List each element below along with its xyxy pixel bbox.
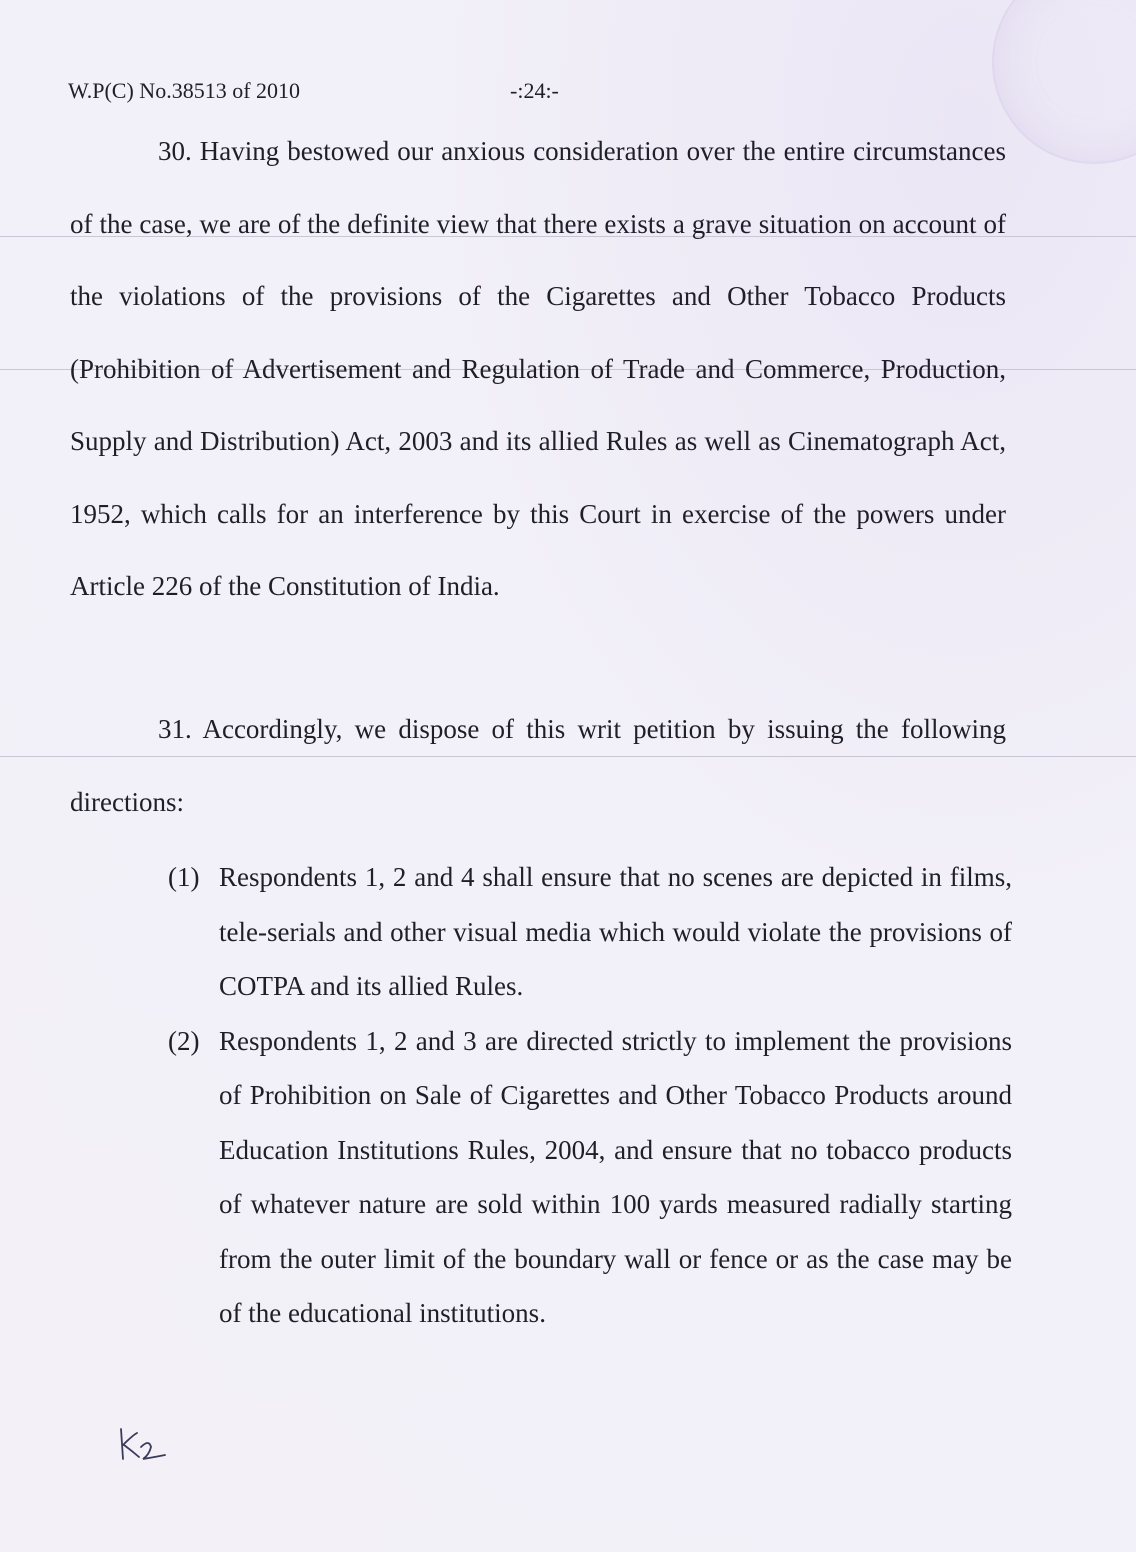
case-number: W.P(C) No.38513 of 2010 [68, 78, 301, 103]
direction-number: (1) [168, 862, 200, 892]
handwritten-initials [115, 1425, 175, 1470]
directions-list [168, 850, 1012, 1341]
direction-item [168, 1014, 1012, 1341]
page-number: -:24:- [510, 78, 559, 103]
direction-item [168, 850, 1012, 1014]
paragraph-30: 30. Having bestowed our anxious consideration over the entire circumstances of the case, we are of the definite view that there exists a grave situation on account of the violations of the provisions of the Cigarettes and Other Tobacco Products (Prohibition of Advertisement and Regulation of Trade and Commerce, Production, Supply and Distribution) Act, 2003 and its allied Rules as well as Cinematograph Act, 1952, which calls for an interference by this Court in exercise of the powers under Article 226 of the Constitution of India. [70, 136, 1006, 601]
paragraph-31: 31. Accordingly, we dispose of this writ petition by issuing the following directions: [70, 714, 1006, 817]
direction-text: Respondents 1, 2 and 3 are directed strictly to implement the provisions of Prohibition on Sale of Cigarettes and Other Tobacco Products around Education Institutions Rules, 2004, and ensure that no tobacco products of whatever nature are sold within 100 yards measured radially starting from the outer limit of the boundary wall or fence or as the case may be of the educational institutions. [219, 1025, 1012, 1328]
direction-text: Respondents 1, 2 and 4 shall ensure that no scenes are depicted in films, tele-serials and other visual media which would violate the provisions of COTPA and its allied Rules. [219, 862, 1012, 1001]
page-header [68, 78, 1028, 108]
direction-number: (2) [168, 1025, 200, 1056]
